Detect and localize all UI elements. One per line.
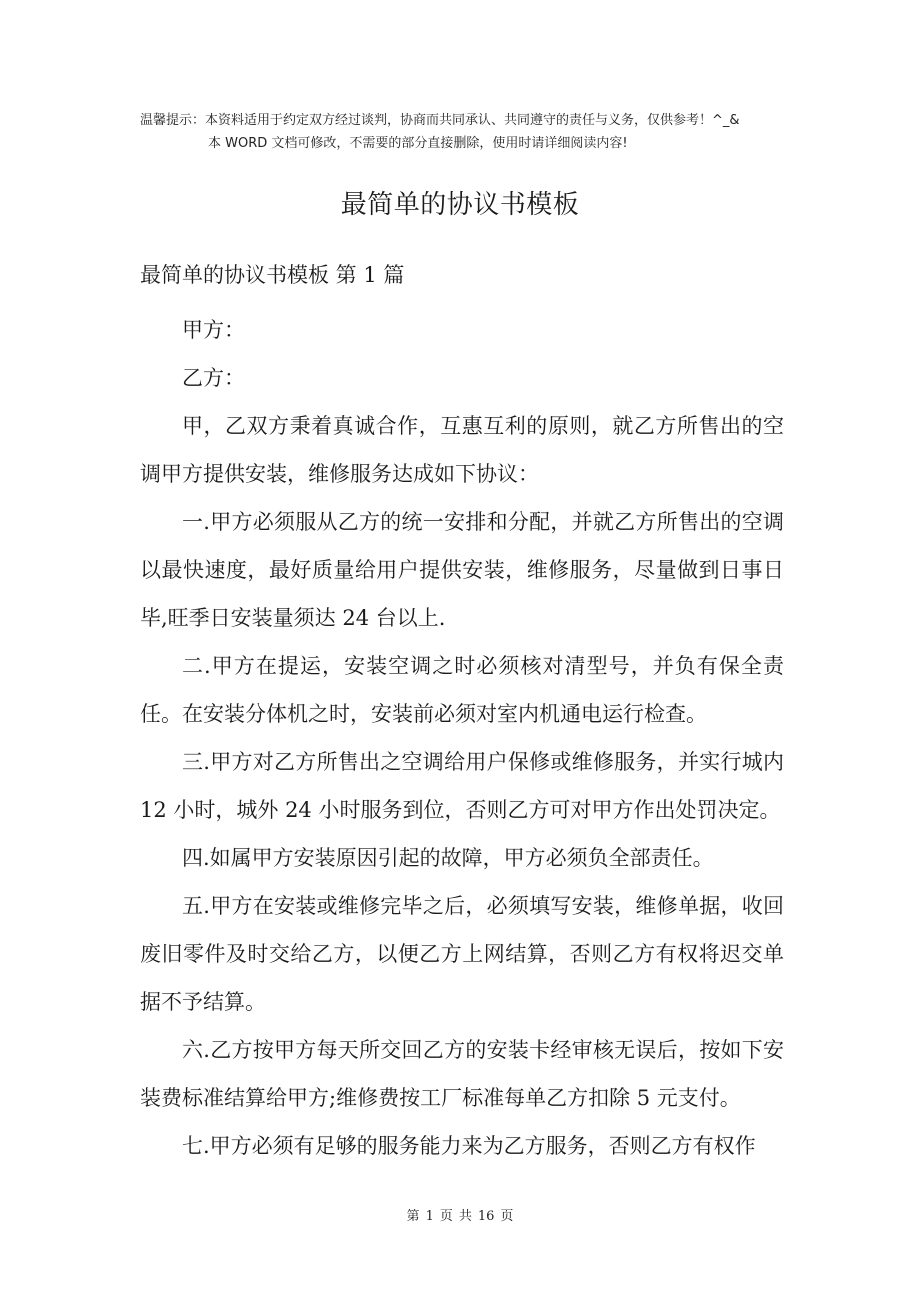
section-title: 最简单的协议书模板 第 1 篇 (140, 263, 405, 287)
clause-6: 六.乙方按甲方每天所交回乙方的安装卡经审核无误后，按如下安装费标准结算给甲方;维修费按工厂标准每单乙方扣除 5 元支付。 (140, 1038, 784, 1110)
party-b-line: 乙方： (182, 366, 245, 390)
clause-4: 四.如属甲方安装原因引起的故障，甲方必须负全部责任。 (182, 846, 714, 870)
clause-3: 三.甲方对乙方所售出之空调给用户保修或维修服务，并实行城内 12 小时，城外 24 小时服务到位，否则乙方可对甲方作出处罚决定。 (140, 750, 784, 822)
clause-7: 七.甲方必须有足够的服务能力来为乙方服务，否则乙方有权作 (182, 1134, 756, 1158)
clause-5: 五.甲方在安装或维修完毕之后，必须填写安装，维修单据，收回废旧零件及时交给乙方，以便乙方上网结算，否则乙方有权将迟交单据不予结算。 (140, 894, 784, 1014)
notice-line-2: 本 WORD 文档可修改，不需要的部分直接删除，使用时请详细阅读内容! (208, 136, 628, 151)
page-footer (0, 1207, 920, 1227)
footer-label-page: 第 (406, 1209, 420, 1224)
current-page-number: 1 (425, 1209, 434, 1224)
footer-label-ye: 页 (439, 1209, 453, 1224)
clause-2: 二.甲方在提运，安装空调之时必须核对清型号，并负有保全责任。在安装分体机之时，安装前必须对室内机通电运行检查。 (140, 654, 784, 726)
party-a-line: 甲方： (182, 318, 245, 342)
total-pages-number: 16 (477, 1209, 495, 1224)
clause-1: 一.甲方必须服从乙方的统一安排和分配，并就乙方所售出的空调以最快速度，最好质量给用户提供安装，维修服务，尽量做到日事日毕,旺季日安装量须达 24 台以上. (140, 510, 784, 630)
document-title: 最简单的协议书模板 (340, 190, 580, 220)
footer-label-ye-2: 页 (500, 1209, 514, 1224)
preamble-paragraph: 甲，乙双方秉着真诚合作，互惠互利的原则，就乙方所售出的空调甲方提供安装，维修服务达成如下协议： (140, 414, 784, 486)
footer-label-total: 共 (458, 1209, 472, 1224)
document-body (140, 306, 784, 1170)
notice-line-1: 温馨提示：本资料适用于约定双方经过谈判，协商而共同承认、共同遵守的责任与义务，仅供参考！^_& (140, 113, 740, 128)
